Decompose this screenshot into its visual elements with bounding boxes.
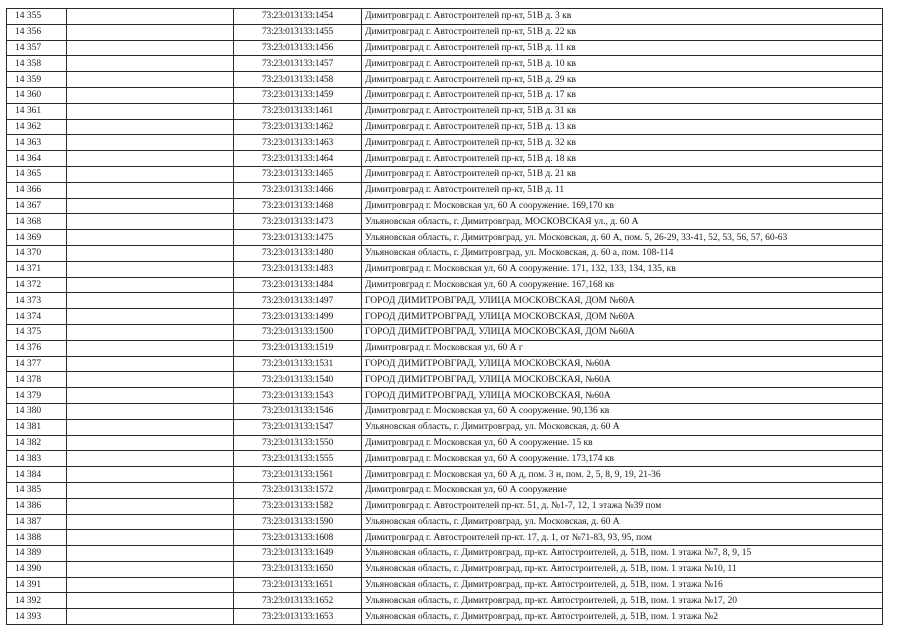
empty-cell xyxy=(67,24,234,40)
row-number-cell: 14 387 xyxy=(7,514,67,530)
table-row xyxy=(7,151,883,167)
row-number-cell: 14 355 xyxy=(7,9,67,25)
row-number-cell: 14 391 xyxy=(7,577,67,593)
address-cell: ГОРОД ДИМИТРОВГРАД, УЛИЦА МОСКОВСКАЯ, №60А xyxy=(362,388,883,404)
cadastral-number-cell: 73:23:013133:1466 xyxy=(234,182,362,198)
table-row xyxy=(7,56,883,72)
address-cell: Димитровград г. Автостроителей пр-кт, 51В д. 10 кв xyxy=(362,56,883,72)
table-row xyxy=(7,498,883,514)
address-cell: Димитровград г. Московская ул, 60 А сооружение. 15 кв xyxy=(362,435,883,451)
address-cell: Димитровград г. Московская ул, 60 А сооружение. 167,168 кв xyxy=(362,277,883,293)
row-number-cell: 14 368 xyxy=(7,214,67,230)
table-row xyxy=(7,324,883,340)
row-number-cell: 14 359 xyxy=(7,72,67,88)
empty-cell xyxy=(67,467,234,483)
address-cell: Ульяновская область, г. Димитровград, ул. Московская, д. 60 А, пом. 5, 26-29, 33-41, 52, 53, 56, 57, 60-63 xyxy=(362,230,883,246)
empty-cell xyxy=(67,72,234,88)
cadastral-number-cell: 73:23:013133:1608 xyxy=(234,530,362,546)
table-row xyxy=(7,119,883,135)
cadastral-number-cell: 73:23:013133:1475 xyxy=(234,230,362,246)
row-number-cell: 14 367 xyxy=(7,198,67,214)
cadastral-number-cell: 73:23:013133:1519 xyxy=(234,340,362,356)
empty-cell xyxy=(67,609,234,625)
row-number-cell: 14 385 xyxy=(7,482,67,498)
row-number-cell: 14 358 xyxy=(7,56,67,72)
row-number-cell: 14 382 xyxy=(7,435,67,451)
table-row xyxy=(7,419,883,435)
empty-cell xyxy=(67,514,234,530)
table-row xyxy=(7,356,883,372)
table-row xyxy=(7,277,883,293)
table-row xyxy=(7,530,883,546)
table-row xyxy=(7,561,883,577)
empty-cell xyxy=(67,261,234,277)
cadastral-number-cell: 73:23:013133:1590 xyxy=(234,514,362,530)
table-row xyxy=(7,9,883,25)
address-cell: Димитровград г. Московская ул, 60 А сооружение. 171, 132, 133, 134, 135, кв xyxy=(362,261,883,277)
empty-cell xyxy=(67,166,234,182)
address-cell: Димитровград г. Московская ул, 60 А сооружение xyxy=(362,482,883,498)
table-row xyxy=(7,40,883,56)
table-row xyxy=(7,198,883,214)
cadastral-number-cell: 73:23:013133:1572 xyxy=(234,482,362,498)
address-cell: Димитровград г. Автостроителей пр-кт. 17, д. 1, от №71-83, 93, 95, пом xyxy=(362,530,883,546)
table-row xyxy=(7,309,883,325)
row-number-cell: 14 360 xyxy=(7,87,67,103)
address-cell: Димитровград г. Московская ул, 60 А д, пом. 3 н, пом. 2, 5, 8, 9, 19, 21-36 xyxy=(362,467,883,483)
cadastral-number-cell: 73:23:013133:1455 xyxy=(234,24,362,40)
row-number-cell: 14 383 xyxy=(7,451,67,467)
empty-cell xyxy=(67,309,234,325)
address-cell: Димитровград г. Московская ул, 60 А сооружение. 169,170 кв xyxy=(362,198,883,214)
address-cell: Ульяновская область, г. Димитровград, пр-кт. Автостроителей, д. 51В, пом. 1 этажа №16 xyxy=(362,577,883,593)
table-row xyxy=(7,388,883,404)
table-row xyxy=(7,467,883,483)
row-number-cell: 14 371 xyxy=(7,261,67,277)
empty-cell xyxy=(67,9,234,25)
empty-cell xyxy=(67,182,234,198)
cadastral-number-cell: 73:23:013133:1649 xyxy=(234,546,362,562)
address-cell: ГОРОД ДИМИТРОВГРАД, УЛИЦА МОСКОВСКАЯ, ДОМ №60А xyxy=(362,324,883,340)
address-cell: Ульяновская область, г. Димитровград, ул. Московская, д. 60 А xyxy=(362,419,883,435)
empty-cell xyxy=(67,546,234,562)
address-cell: Димитровград г. Московская ул, 60 А сооружение. 173,174 кв xyxy=(362,451,883,467)
table-row xyxy=(7,514,883,530)
table-row xyxy=(7,293,883,309)
row-number-cell: 14 393 xyxy=(7,609,67,625)
table-row xyxy=(7,546,883,562)
row-number-cell: 14 363 xyxy=(7,135,67,151)
registry-table-body xyxy=(7,9,883,625)
address-cell: Ульяновская область, г. Димитровград, пр-кт. Автостроителей, д. 51В, пом. 1 этажа №2 xyxy=(362,609,883,625)
row-number-cell: 14 377 xyxy=(7,356,67,372)
empty-cell xyxy=(67,245,234,261)
empty-cell xyxy=(67,340,234,356)
table-row xyxy=(7,261,883,277)
empty-cell xyxy=(67,151,234,167)
cadastral-number-cell: 73:23:013133:1454 xyxy=(234,9,362,25)
row-number-cell: 14 374 xyxy=(7,309,67,325)
empty-cell xyxy=(67,230,234,246)
empty-cell xyxy=(67,103,234,119)
row-number-cell: 14 389 xyxy=(7,546,67,562)
table-row xyxy=(7,230,883,246)
address-cell: Ульяновская область, г. Димитровград, ул. Московская, д. 60 а, пом. 108-114 xyxy=(362,245,883,261)
cadastral-number-cell: 73:23:013133:1547 xyxy=(234,419,362,435)
cadastral-number-cell: 73:23:013133:1582 xyxy=(234,498,362,514)
empty-cell xyxy=(67,388,234,404)
row-number-cell: 14 380 xyxy=(7,403,67,419)
cadastral-number-cell: 73:23:013133:1561 xyxy=(234,467,362,483)
empty-cell xyxy=(67,135,234,151)
address-cell: ГОРОД ДИМИТРОВГРАД, УЛИЦА МОСКОВСКАЯ, ДОМ №60А xyxy=(362,309,883,325)
registry-table xyxy=(6,8,883,625)
row-number-cell: 14 372 xyxy=(7,277,67,293)
empty-cell xyxy=(67,277,234,293)
cadastral-number-cell: 73:23:013133:1473 xyxy=(234,214,362,230)
empty-cell xyxy=(67,435,234,451)
cadastral-number-cell: 73:23:013133:1457 xyxy=(234,56,362,72)
empty-cell xyxy=(67,498,234,514)
row-number-cell: 14 390 xyxy=(7,561,67,577)
address-cell: Ульяновская область, г. Димитровград, пр-кт. Автостроителей, д. 51В, пом. 1 этажа №17, 20 xyxy=(362,593,883,609)
cadastral-number-cell: 73:23:013133:1480 xyxy=(234,245,362,261)
address-cell: Димитровград г. Автостроителей пр-кт, 51В д. 11 xyxy=(362,182,883,198)
cadastral-number-cell: 73:23:013133:1650 xyxy=(234,561,362,577)
table-row xyxy=(7,245,883,261)
row-number-cell: 14 376 xyxy=(7,340,67,356)
cadastral-number-cell: 73:23:013133:1550 xyxy=(234,435,362,451)
address-cell: Димитровград г. Автостроителей пр-кт. 51, д. №1-7, 12, 1 этажа №39 пом xyxy=(362,498,883,514)
row-number-cell: 14 381 xyxy=(7,419,67,435)
table-row xyxy=(7,166,883,182)
row-number-cell: 14 373 xyxy=(7,293,67,309)
cadastral-number-cell: 73:23:013133:1543 xyxy=(234,388,362,404)
cadastral-number-cell: 73:23:013133:1468 xyxy=(234,198,362,214)
cadastral-number-cell: 73:23:013133:1653 xyxy=(234,609,362,625)
address-cell: ГОРОД ДИМИТРОВГРАД, УЛИЦА МОСКОВСКАЯ, №60А xyxy=(362,356,883,372)
empty-cell xyxy=(67,419,234,435)
address-cell: Димитровград г. Автостроителей пр-кт, 51В д. 13 кв xyxy=(362,119,883,135)
cadastral-number-cell: 73:23:013133:1499 xyxy=(234,309,362,325)
cadastral-number-cell: 73:23:013133:1540 xyxy=(234,372,362,388)
address-cell: Ульяновская область, г. Димитровград, пр-кт. Автостроителей, д. 51В, пом. 1 этажа №10, 11 xyxy=(362,561,883,577)
table-row xyxy=(7,24,883,40)
address-cell: Димитровград г. Автостроителей пр-кт, 51В д. 22 кв xyxy=(362,24,883,40)
cadastral-number-cell: 73:23:013133:1497 xyxy=(234,293,362,309)
row-number-cell: 14 357 xyxy=(7,40,67,56)
table-row xyxy=(7,340,883,356)
empty-cell xyxy=(67,403,234,419)
empty-cell xyxy=(67,593,234,609)
row-number-cell: 14 362 xyxy=(7,119,67,135)
empty-cell xyxy=(67,482,234,498)
cadastral-number-cell: 73:23:013133:1483 xyxy=(234,261,362,277)
empty-cell xyxy=(67,530,234,546)
table-row xyxy=(7,87,883,103)
row-number-cell: 14 386 xyxy=(7,498,67,514)
address-cell: Димитровград г. Автостроителей пр-кт, 51В д. 3 кв xyxy=(362,9,883,25)
address-cell: ГОРОД ДИМИТРОВГРАД, УЛИЦА МОСКОВСКАЯ, ДОМ №60А xyxy=(362,293,883,309)
address-cell: Димитровград г. Московская ул, 60 А сооружение. 90,136 кв xyxy=(362,403,883,419)
cadastral-number-cell: 73:23:013133:1531 xyxy=(234,356,362,372)
cadastral-number-cell: 73:23:013133:1652 xyxy=(234,593,362,609)
empty-cell xyxy=(67,198,234,214)
address-cell: ГОРОД ДИМИТРОВГРАД, УЛИЦА МОСКОВСКАЯ, №60А xyxy=(362,372,883,388)
table-row xyxy=(7,482,883,498)
row-number-cell: 14 365 xyxy=(7,166,67,182)
empty-cell xyxy=(67,561,234,577)
row-number-cell: 14 379 xyxy=(7,388,67,404)
empty-cell xyxy=(67,119,234,135)
row-number-cell: 14 392 xyxy=(7,593,67,609)
table-row xyxy=(7,72,883,88)
table-row xyxy=(7,577,883,593)
address-cell: Димитровград г. Автостроителей пр-кт, 51В д. 11 кв xyxy=(362,40,883,56)
row-number-cell: 14 369 xyxy=(7,230,67,246)
table-row xyxy=(7,182,883,198)
table-row xyxy=(7,214,883,230)
address-cell: Ульяновская область, г. Димитровград, ул. Московская, д. 60 А xyxy=(362,514,883,530)
address-cell: Димитровград г. Автостроителей пр-кт, 51В д. 17 кв xyxy=(362,87,883,103)
cadastral-number-cell: 73:23:013133:1651 xyxy=(234,577,362,593)
row-number-cell: 14 375 xyxy=(7,324,67,340)
cadastral-number-cell: 73:23:013133:1546 xyxy=(234,403,362,419)
address-cell: Димитровград г. Автостроителей пр-кт, 51В д. 21 кв xyxy=(362,166,883,182)
cadastral-number-cell: 73:23:013133:1484 xyxy=(234,277,362,293)
cadastral-number-cell: 73:23:013133:1456 xyxy=(234,40,362,56)
address-cell: Димитровград г. Автостроителей пр-кт, 51В д. 18 кв xyxy=(362,151,883,167)
row-number-cell: 14 366 xyxy=(7,182,67,198)
row-number-cell: 14 364 xyxy=(7,151,67,167)
empty-cell xyxy=(67,372,234,388)
empty-cell xyxy=(67,40,234,56)
row-number-cell: 14 378 xyxy=(7,372,67,388)
table-row xyxy=(7,103,883,119)
cadastral-number-cell: 73:23:013133:1459 xyxy=(234,87,362,103)
table-row xyxy=(7,435,883,451)
address-cell: Ульяновская область, г. Димитровград, МОСКОВСКАЯ ул., д. 60 А xyxy=(362,214,883,230)
empty-cell xyxy=(67,293,234,309)
table-row xyxy=(7,451,883,467)
cadastral-number-cell: 73:23:013133:1463 xyxy=(234,135,362,151)
table-row xyxy=(7,135,883,151)
empty-cell xyxy=(67,87,234,103)
cadastral-number-cell: 73:23:013133:1500 xyxy=(234,324,362,340)
empty-cell xyxy=(67,451,234,467)
address-cell: Ульяновская область, г. Димитровград, пр-кт. Автостроителей, д. 51В, пом. 1 этажа №7, 8, 9, 15 xyxy=(362,546,883,562)
cadastral-number-cell: 73:23:013133:1458 xyxy=(234,72,362,88)
empty-cell xyxy=(67,577,234,593)
row-number-cell: 14 370 xyxy=(7,245,67,261)
table-row xyxy=(7,403,883,419)
row-number-cell: 14 361 xyxy=(7,103,67,119)
address-cell: Димитровград г. Московская ул, 60 А г xyxy=(362,340,883,356)
address-cell: Димитровград г. Автостроителей пр-кт, 51В д. 31 кв xyxy=(362,103,883,119)
row-number-cell: 14 388 xyxy=(7,530,67,546)
table-row xyxy=(7,609,883,625)
address-cell: Димитровград г. Автостроителей пр-кт, 51В д. 32 кв xyxy=(362,135,883,151)
cadastral-number-cell: 73:23:013133:1461 xyxy=(234,103,362,119)
row-number-cell: 14 384 xyxy=(7,467,67,483)
cadastral-number-cell: 73:23:013133:1464 xyxy=(234,151,362,167)
address-cell: Димитровград г. Автостроителей пр-кт, 51В д. 29 кв xyxy=(362,72,883,88)
cadastral-number-cell: 73:23:013133:1555 xyxy=(234,451,362,467)
empty-cell xyxy=(67,56,234,72)
empty-cell xyxy=(67,324,234,340)
table-row xyxy=(7,372,883,388)
cadastral-number-cell: 73:23:013133:1465 xyxy=(234,166,362,182)
cadastral-number-cell: 73:23:013133:1462 xyxy=(234,119,362,135)
row-number-cell: 14 356 xyxy=(7,24,67,40)
empty-cell xyxy=(67,214,234,230)
empty-cell xyxy=(67,356,234,372)
table-row xyxy=(7,593,883,609)
